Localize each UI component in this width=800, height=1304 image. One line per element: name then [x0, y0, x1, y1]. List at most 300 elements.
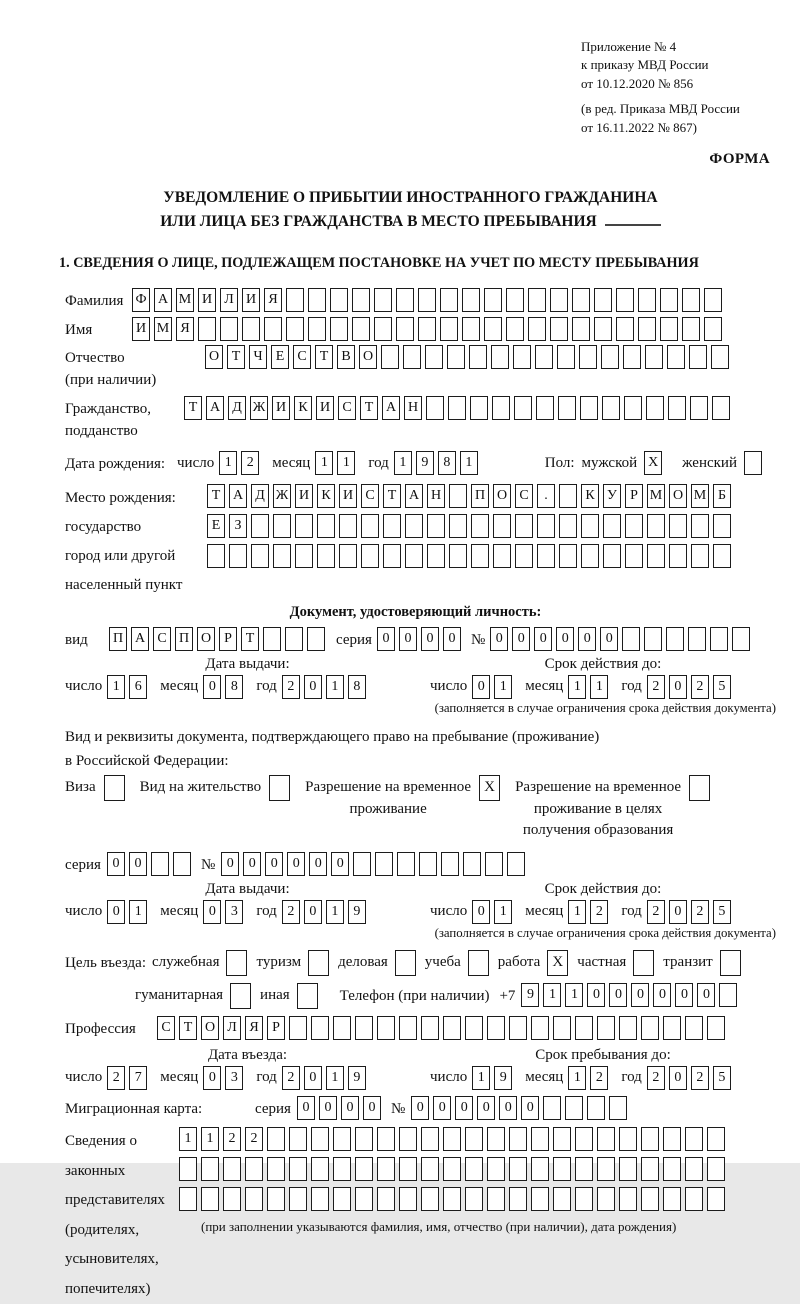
char-cell[interactable]: 2	[241, 451, 259, 475]
char-cell[interactable]: 9	[348, 1066, 366, 1090]
char-cell[interactable]	[333, 1127, 351, 1151]
char-cell[interactable]	[506, 288, 524, 312]
char-cell[interactable]	[383, 544, 401, 568]
char-cell[interactable]	[399, 1016, 417, 1040]
char-cell[interactable]	[242, 317, 260, 341]
char-cell[interactable]	[619, 1016, 637, 1040]
char-cell[interactable]: 0	[477, 1096, 495, 1120]
char-cell[interactable]: Д	[251, 484, 269, 508]
char-cell[interactable]	[427, 544, 445, 568]
checkbox[interactable]	[269, 775, 290, 801]
char-cell[interactable]	[355, 1016, 373, 1040]
char-cell[interactable]: И	[198, 288, 216, 312]
char-cell[interactable]	[666, 627, 684, 651]
char-cell[interactable]	[603, 544, 621, 568]
char-cell[interactable]: 0	[304, 900, 322, 924]
char-cell[interactable]	[509, 1016, 527, 1040]
char-cell[interactable]	[528, 288, 546, 312]
char-cell[interactable]: 5	[713, 675, 731, 699]
char-cell[interactable]	[689, 345, 707, 369]
char-cell[interactable]	[485, 852, 503, 876]
char-cell[interactable]: Л	[220, 288, 238, 312]
char-cell[interactable]	[427, 514, 445, 538]
char-cell[interactable]	[381, 345, 399, 369]
char-cell[interactable]: Я	[264, 288, 282, 312]
char-cell[interactable]	[536, 396, 554, 420]
char-cell[interactable]: 8	[225, 675, 243, 699]
char-cell[interactable]	[330, 288, 348, 312]
char-cell[interactable]: 1	[568, 900, 586, 924]
char-cell[interactable]: П	[471, 484, 489, 508]
char-cell[interactable]: М	[647, 484, 665, 508]
char-cell[interactable]	[440, 288, 458, 312]
char-cell[interactable]	[710, 627, 728, 651]
char-cell[interactable]	[421, 1187, 439, 1211]
char-cell[interactable]: 0	[107, 900, 125, 924]
char-cell[interactable]: П	[109, 627, 127, 651]
char-cell[interactable]: .	[537, 484, 555, 508]
char-cell[interactable]: 1	[590, 675, 608, 699]
char-cell[interactable]	[719, 983, 737, 1007]
char-cell[interactable]	[509, 1187, 527, 1211]
char-cell[interactable]: А	[154, 288, 172, 312]
char-cell[interactable]	[374, 288, 392, 312]
char-cell[interactable]: Е	[271, 345, 289, 369]
char-cell[interactable]	[531, 1187, 549, 1211]
char-cell[interactable]: 0	[304, 675, 322, 699]
char-cell[interactable]: С	[157, 1016, 175, 1040]
char-cell[interactable]: В	[337, 345, 355, 369]
char-cell[interactable]	[493, 514, 511, 538]
char-cell[interactable]	[597, 1157, 615, 1181]
checkbox[interactable]	[468, 950, 489, 976]
char-cell[interactable]	[575, 1187, 593, 1211]
char-cell[interactable]: 2	[107, 1066, 125, 1090]
char-cell[interactable]	[399, 1157, 417, 1181]
char-cell[interactable]: 2	[282, 900, 300, 924]
char-cell[interactable]: 0	[107, 852, 125, 876]
char-cell[interactable]	[528, 317, 546, 341]
char-cell[interactable]: М	[176, 288, 194, 312]
char-cell[interactable]	[377, 1187, 395, 1211]
char-cell[interactable]	[594, 317, 612, 341]
char-cell[interactable]	[462, 317, 480, 341]
checkbox[interactable]	[226, 950, 247, 976]
char-cell[interactable]: Е	[207, 514, 225, 538]
char-cell[interactable]	[223, 1187, 241, 1211]
char-cell[interactable]	[685, 1157, 703, 1181]
char-cell[interactable]	[449, 484, 467, 508]
char-cell[interactable]: 1	[565, 983, 583, 1007]
char-cell[interactable]	[418, 288, 436, 312]
checkbox[interactable]	[395, 950, 416, 976]
char-cell[interactable]	[565, 1096, 583, 1120]
char-cell[interactable]	[449, 544, 467, 568]
char-cell[interactable]: С	[153, 627, 171, 651]
char-cell[interactable]: 0	[455, 1096, 473, 1120]
checkbox[interactable]	[744, 451, 762, 475]
char-cell[interactable]: 0	[287, 852, 305, 876]
char-cell[interactable]: 2	[647, 1066, 665, 1090]
char-cell[interactable]	[179, 1157, 197, 1181]
char-cell[interactable]: 2	[691, 1066, 709, 1090]
char-cell[interactable]: К	[581, 484, 599, 508]
char-cell[interactable]	[396, 288, 414, 312]
char-cell[interactable]	[690, 396, 708, 420]
char-cell[interactable]	[333, 1157, 351, 1181]
char-cell[interactable]	[484, 317, 502, 341]
checkbox[interactable]	[689, 775, 710, 801]
char-cell[interactable]	[374, 317, 392, 341]
char-cell[interactable]: С	[361, 484, 379, 508]
char-cell[interactable]	[273, 544, 291, 568]
char-cell[interactable]	[550, 288, 568, 312]
char-cell[interactable]: М	[691, 484, 709, 508]
char-cell[interactable]	[339, 514, 357, 538]
char-cell[interactable]	[553, 1127, 571, 1151]
char-cell[interactable]: 0	[609, 983, 627, 1007]
char-cell[interactable]	[646, 396, 664, 420]
char-cell[interactable]	[535, 345, 553, 369]
char-cell[interactable]	[399, 1127, 417, 1151]
char-cell[interactable]: 0	[578, 627, 596, 651]
char-cell[interactable]	[405, 514, 423, 538]
char-cell[interactable]	[267, 1157, 285, 1181]
char-cell[interactable]	[229, 544, 247, 568]
char-cell[interactable]: 1	[460, 451, 478, 475]
char-cell[interactable]	[355, 1187, 373, 1211]
char-cell[interactable]: 1	[326, 900, 344, 924]
char-cell[interactable]: Ж	[273, 484, 291, 508]
checkbox[interactable]: X	[479, 775, 500, 801]
char-cell[interactable]	[487, 1187, 505, 1211]
char-cell[interactable]: А	[382, 396, 400, 420]
char-cell[interactable]	[704, 288, 722, 312]
char-cell[interactable]: 0	[499, 1096, 517, 1120]
char-cell[interactable]: 1	[201, 1127, 219, 1151]
char-cell[interactable]	[559, 544, 577, 568]
char-cell[interactable]	[513, 345, 531, 369]
char-cell[interactable]: 6	[129, 675, 147, 699]
char-cell[interactable]: 1	[129, 900, 147, 924]
char-cell[interactable]: Т	[179, 1016, 197, 1040]
char-cell[interactable]: 0	[309, 852, 327, 876]
char-cell[interactable]: А	[206, 396, 224, 420]
char-cell[interactable]: 1	[494, 900, 512, 924]
char-cell[interactable]: 8	[438, 451, 456, 475]
char-cell[interactable]: 1	[326, 1066, 344, 1090]
char-cell[interactable]: 0	[697, 983, 715, 1007]
char-cell[interactable]: Я	[245, 1016, 263, 1040]
char-cell[interactable]: 2	[691, 675, 709, 699]
char-cell[interactable]	[575, 1157, 593, 1181]
char-cell[interactable]	[645, 345, 663, 369]
char-cell[interactable]: Т	[184, 396, 202, 420]
char-cell[interactable]	[691, 514, 709, 538]
char-cell[interactable]: Т	[241, 627, 259, 651]
char-cell[interactable]	[682, 288, 700, 312]
checkbox[interactable]	[230, 983, 251, 1009]
char-cell[interactable]	[663, 1157, 681, 1181]
char-cell[interactable]	[465, 1187, 483, 1211]
char-cell[interactable]	[484, 288, 502, 312]
char-cell[interactable]: П	[175, 627, 193, 651]
char-cell[interactable]: 1	[568, 675, 586, 699]
char-cell[interactable]	[553, 1016, 571, 1040]
char-cell[interactable]: 2	[282, 675, 300, 699]
char-cell[interactable]	[308, 288, 326, 312]
char-cell[interactable]	[173, 852, 191, 876]
char-cell[interactable]	[641, 1187, 659, 1211]
char-cell[interactable]	[581, 544, 599, 568]
checkbox[interactable]	[104, 775, 125, 801]
char-cell[interactable]	[220, 317, 238, 341]
char-cell[interactable]	[487, 1127, 505, 1151]
checkbox[interactable]	[297, 983, 318, 1009]
char-cell[interactable]: 0	[319, 1096, 337, 1120]
char-cell[interactable]: 3	[225, 900, 243, 924]
char-cell[interactable]	[602, 396, 620, 420]
char-cell[interactable]	[421, 1016, 439, 1040]
char-cell[interactable]	[711, 345, 729, 369]
char-cell[interactable]	[543, 1096, 561, 1120]
char-cell[interactable]	[352, 317, 370, 341]
char-cell[interactable]: 0	[600, 627, 618, 651]
char-cell[interactable]	[440, 317, 458, 341]
char-cell[interactable]: 1	[179, 1127, 197, 1151]
char-cell[interactable]: Р	[267, 1016, 285, 1040]
char-cell[interactable]	[663, 1127, 681, 1151]
char-cell[interactable]	[667, 345, 685, 369]
char-cell[interactable]	[616, 317, 634, 341]
checkbox[interactable]	[720, 950, 741, 976]
char-cell[interactable]	[594, 288, 612, 312]
char-cell[interactable]	[707, 1157, 725, 1181]
char-cell[interactable]	[691, 544, 709, 568]
char-cell[interactable]: 0	[265, 852, 283, 876]
checkbox[interactable]: X	[644, 451, 662, 475]
char-cell[interactable]	[339, 544, 357, 568]
char-cell[interactable]	[597, 1187, 615, 1211]
char-cell[interactable]: И	[272, 396, 290, 420]
char-cell[interactable]	[597, 1127, 615, 1151]
char-cell[interactable]: 0	[331, 852, 349, 876]
char-cell[interactable]	[553, 1157, 571, 1181]
char-cell[interactable]: 0	[587, 983, 605, 1007]
char-cell[interactable]	[713, 514, 731, 538]
char-cell[interactable]: 2	[691, 900, 709, 924]
char-cell[interactable]: Н	[404, 396, 422, 420]
char-cell[interactable]	[622, 627, 640, 651]
char-cell[interactable]	[531, 1157, 549, 1181]
char-cell[interactable]	[396, 317, 414, 341]
char-cell[interactable]	[311, 1016, 329, 1040]
char-cell[interactable]	[625, 544, 643, 568]
char-cell[interactable]	[647, 514, 665, 538]
char-cell[interactable]	[333, 1016, 351, 1040]
char-cell[interactable]	[421, 1127, 439, 1151]
char-cell[interactable]	[289, 1187, 307, 1211]
char-cell[interactable]	[462, 288, 480, 312]
char-cell[interactable]	[616, 288, 634, 312]
char-cell[interactable]	[289, 1127, 307, 1151]
char-cell[interactable]	[425, 345, 443, 369]
char-cell[interactable]	[470, 396, 488, 420]
char-cell[interactable]	[201, 1157, 219, 1181]
char-cell[interactable]	[426, 396, 444, 420]
char-cell[interactable]: 0	[512, 627, 530, 651]
char-cell[interactable]	[353, 852, 371, 876]
char-cell[interactable]: А	[405, 484, 423, 508]
char-cell[interactable]: 0	[297, 1096, 315, 1120]
char-cell[interactable]: 0	[521, 1096, 539, 1120]
char-cell[interactable]	[471, 514, 489, 538]
char-cell[interactable]: 9	[348, 900, 366, 924]
char-cell[interactable]: 0	[304, 1066, 322, 1090]
char-cell[interactable]	[514, 396, 532, 420]
char-cell[interactable]	[263, 627, 281, 651]
char-cell[interactable]: 1	[107, 675, 125, 699]
char-cell[interactable]: 0	[377, 627, 395, 651]
char-cell[interactable]	[492, 396, 510, 420]
char-cell[interactable]	[273, 514, 291, 538]
char-cell[interactable]	[559, 484, 577, 508]
char-cell[interactable]: С	[338, 396, 356, 420]
char-cell[interactable]	[443, 1187, 461, 1211]
char-cell[interactable]	[619, 1157, 637, 1181]
char-cell[interactable]	[443, 1157, 461, 1181]
char-cell[interactable]	[624, 396, 642, 420]
char-cell[interactable]: Ж	[250, 396, 268, 420]
char-cell[interactable]	[289, 1016, 307, 1040]
char-cell[interactable]	[333, 1187, 351, 1211]
char-cell[interactable]	[151, 852, 169, 876]
char-cell[interactable]	[509, 1157, 527, 1181]
char-cell[interactable]	[201, 1187, 219, 1211]
char-cell[interactable]	[707, 1016, 725, 1040]
char-cell[interactable]: Т	[383, 484, 401, 508]
char-cell[interactable]	[493, 544, 511, 568]
char-cell[interactable]	[685, 1187, 703, 1211]
char-cell[interactable]: М	[154, 317, 172, 341]
char-cell[interactable]: 3	[225, 1066, 243, 1090]
char-cell[interactable]: 0	[203, 1066, 221, 1090]
char-cell[interactable]: 2	[282, 1066, 300, 1090]
char-cell[interactable]	[449, 514, 467, 538]
char-cell[interactable]	[307, 627, 325, 651]
char-cell[interactable]	[663, 1016, 681, 1040]
char-cell[interactable]	[531, 1127, 549, 1151]
char-cell[interactable]	[644, 627, 662, 651]
char-cell[interactable]	[668, 396, 686, 420]
char-cell[interactable]	[597, 1016, 615, 1040]
char-cell[interactable]	[375, 852, 393, 876]
char-cell[interactable]	[507, 852, 525, 876]
char-cell[interactable]: 1	[315, 451, 333, 475]
char-cell[interactable]: 1	[219, 451, 237, 475]
char-cell[interactable]: 0	[669, 1066, 687, 1090]
char-cell[interactable]	[537, 514, 555, 538]
char-cell[interactable]: 2	[590, 1066, 608, 1090]
char-cell[interactable]	[355, 1157, 373, 1181]
char-cell[interactable]	[267, 1127, 285, 1151]
char-cell[interactable]: 9	[521, 983, 539, 1007]
char-cell[interactable]: О	[201, 1016, 219, 1040]
char-cell[interactable]	[619, 1127, 637, 1151]
char-cell[interactable]	[198, 317, 216, 341]
char-cell[interactable]: 0	[669, 675, 687, 699]
char-cell[interactable]	[355, 1127, 373, 1151]
char-cell[interactable]	[682, 317, 700, 341]
char-cell[interactable]: И	[242, 288, 260, 312]
char-cell[interactable]: А	[229, 484, 247, 508]
char-cell[interactable]	[638, 288, 656, 312]
char-cell[interactable]: Б	[713, 484, 731, 508]
char-cell[interactable]: 0	[443, 627, 461, 651]
char-cell[interactable]	[317, 544, 335, 568]
char-cell[interactable]: 8	[348, 675, 366, 699]
char-cell[interactable]: 9	[494, 1066, 512, 1090]
char-cell[interactable]: И	[339, 484, 357, 508]
char-cell[interactable]: К	[294, 396, 312, 420]
char-cell[interactable]: О	[493, 484, 511, 508]
char-cell[interactable]: 2	[223, 1127, 241, 1151]
char-cell[interactable]: Р	[219, 627, 237, 651]
checkbox[interactable]	[633, 950, 654, 976]
char-cell[interactable]	[707, 1187, 725, 1211]
char-cell[interactable]: Ф	[132, 288, 150, 312]
char-cell[interactable]	[383, 514, 401, 538]
char-cell[interactable]	[251, 514, 269, 538]
char-cell[interactable]	[487, 1157, 505, 1181]
char-cell[interactable]	[553, 1187, 571, 1211]
char-cell[interactable]	[515, 544, 533, 568]
char-cell[interactable]	[443, 1016, 461, 1040]
char-cell[interactable]: 1	[337, 451, 355, 475]
char-cell[interactable]	[245, 1187, 263, 1211]
char-cell[interactable]: Ч	[249, 345, 267, 369]
char-cell[interactable]	[581, 514, 599, 538]
char-cell[interactable]: 0	[490, 627, 508, 651]
char-cell[interactable]: С	[515, 484, 533, 508]
char-cell[interactable]: 0	[203, 900, 221, 924]
char-cell[interactable]	[713, 544, 731, 568]
char-cell[interactable]: 0	[421, 627, 439, 651]
char-cell[interactable]: А	[131, 627, 149, 651]
char-cell[interactable]	[688, 627, 706, 651]
char-cell[interactable]: О	[359, 345, 377, 369]
char-cell[interactable]	[308, 317, 326, 341]
char-cell[interactable]: 0	[221, 852, 239, 876]
char-cell[interactable]	[663, 1187, 681, 1211]
char-cell[interactable]	[289, 1157, 307, 1181]
char-cell[interactable]	[537, 544, 555, 568]
char-cell[interactable]	[447, 345, 465, 369]
char-cell[interactable]	[647, 544, 665, 568]
char-cell[interactable]	[641, 1157, 659, 1181]
char-cell[interactable]: Т	[207, 484, 225, 508]
char-cell[interactable]	[641, 1127, 659, 1151]
char-cell[interactable]	[286, 288, 304, 312]
char-cell[interactable]	[579, 345, 597, 369]
char-cell[interactable]: 2	[647, 675, 665, 699]
char-cell[interactable]	[421, 1157, 439, 1181]
char-cell[interactable]	[286, 317, 304, 341]
char-cell[interactable]: О	[197, 627, 215, 651]
char-cell[interactable]	[660, 288, 678, 312]
char-cell[interactable]	[669, 514, 687, 538]
char-cell[interactable]	[448, 396, 466, 420]
